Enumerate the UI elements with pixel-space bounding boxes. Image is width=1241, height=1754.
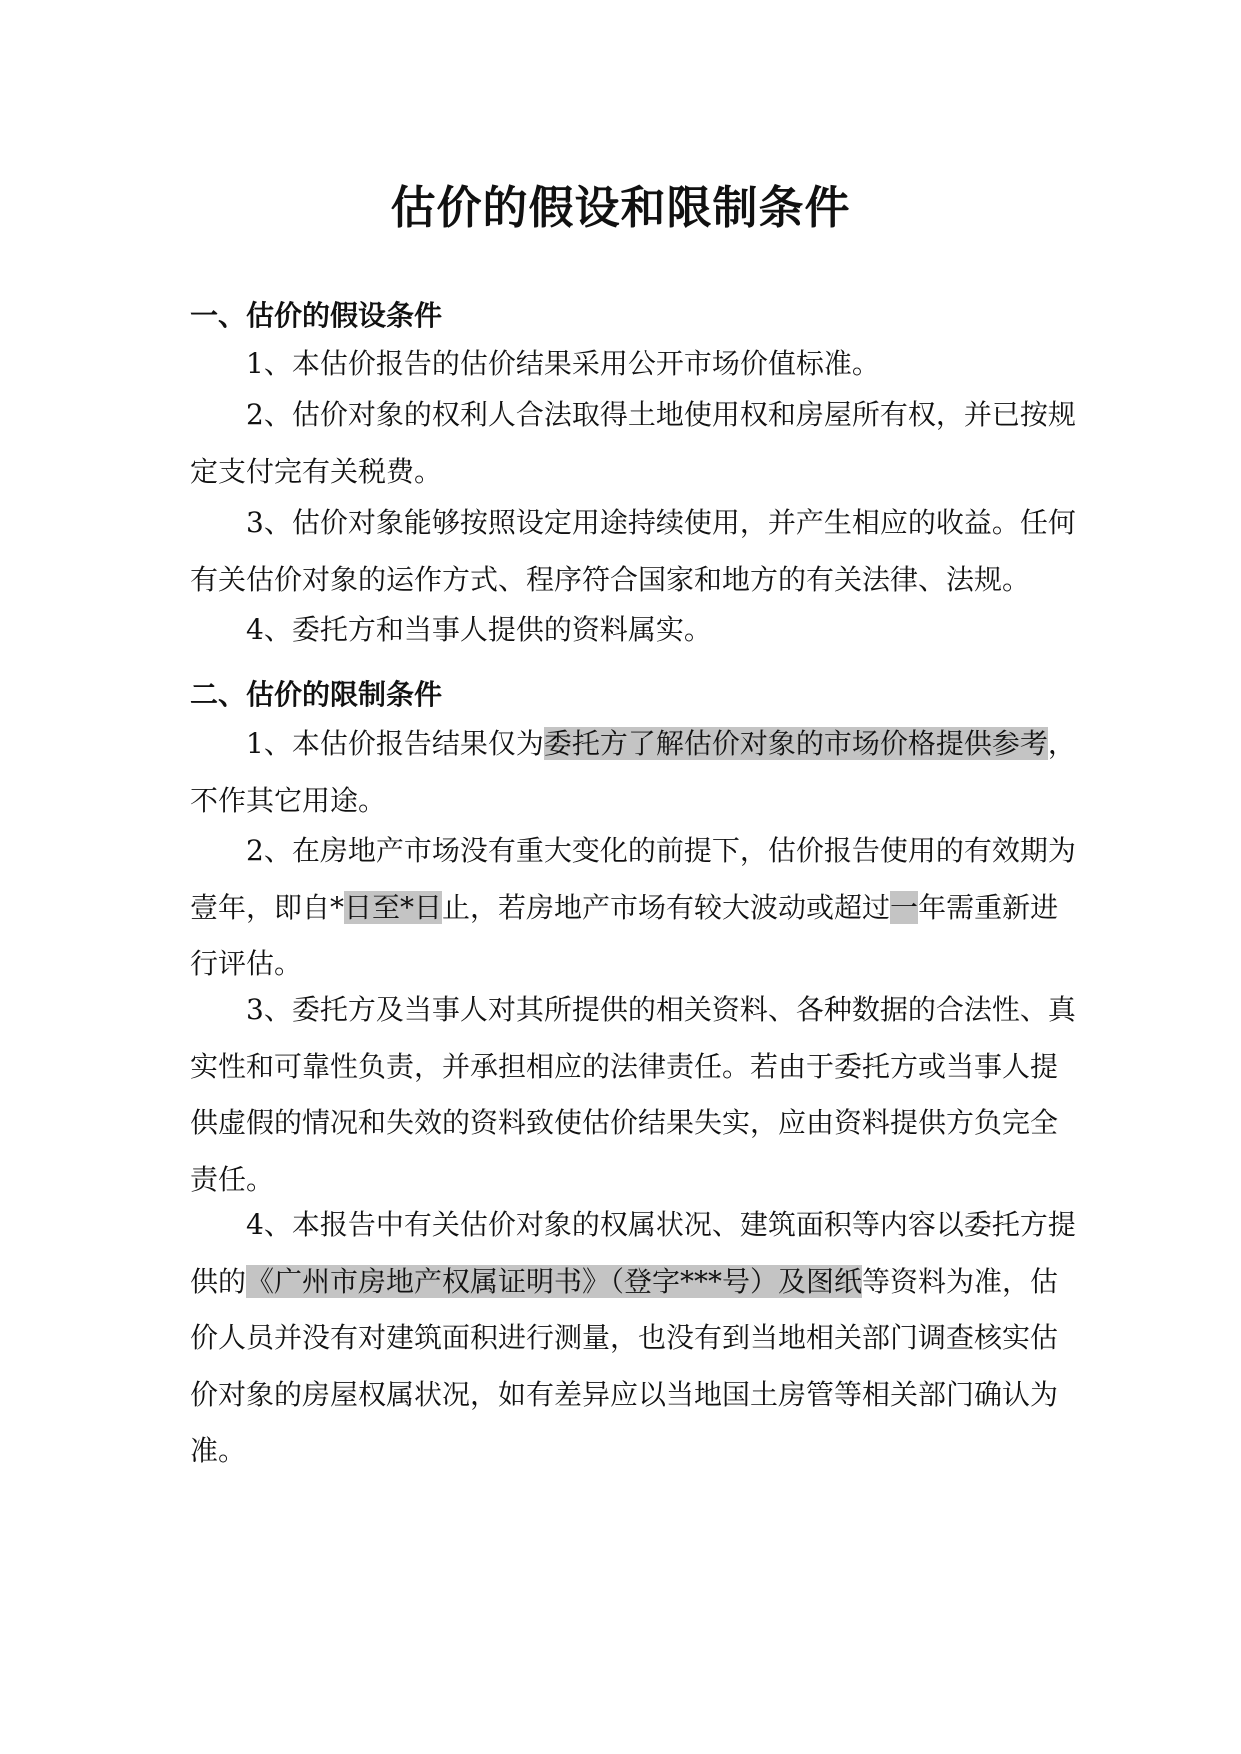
section-heading-assumptions: 一、估价的假设条件	[190, 299, 443, 332]
assumption-item-3	[190, 495, 1110, 608]
highlighted-text: 一	[890, 890, 919, 924]
paragraph-line: 3、估价对象能够按照设定用途持续使用，并产生相应的收益。任何	[246, 506, 1076, 539]
paragraph-line: 供虚假的情况和失效的资料致使估价结果失实，应由资料提供方负完全	[190, 1106, 1059, 1139]
paragraph-line: 不作其它用途。	[190, 783, 387, 817]
limitation-item-3	[190, 982, 1110, 1208]
text-run: ，	[1047, 727, 1076, 760]
limitation-item-2	[190, 823, 1110, 993]
paragraph-line: 行评估。	[190, 947, 303, 980]
highlighted-text: 日至*日	[344, 890, 443, 924]
text-run: 供的	[190, 1264, 247, 1298]
highlighted-text: 委托方了解估价对象的市场价格提供参考	[543, 727, 1048, 760]
page-title: 估价的假设和限制条件	[390, 181, 851, 234]
paragraph-line: 价人员并没有对建筑面积进行测量，也没有到当地相关部门调查核实估	[190, 1321, 1059, 1354]
paragraph-line: 4、本报告中有关估价对象的权属状况、建筑面积等内容以委托方提	[246, 1208, 1076, 1241]
paragraph-line: 2、在房地产市场没有重大变化的前提下，估价报告使用的有效期为	[246, 834, 1076, 867]
paragraph-line: 价对象的房屋权属状况，如有差异应以当地国土房管等相关部门确认为	[190, 1377, 1059, 1411]
text-run: 止，若房地产市场有较大波动或超过	[442, 890, 891, 924]
paragraph-line: 4、委托方和当事人提供的资料属实。	[246, 613, 712, 646]
section-heading-limitations: 二、估价的限制条件	[190, 678, 443, 711]
text-run: 壹年，即自*	[190, 890, 345, 924]
paragraph-line: 实性和可靠性负责，并承担相应的法律责任。若由于委托方或当事人提	[190, 1049, 1059, 1083]
paragraph-line: 定支付完有关税费。	[190, 454, 443, 488]
text-run: 1、本估价报告结果仅为	[246, 727, 544, 760]
text-run: 年需重新进	[918, 890, 1059, 924]
limitation-item-1	[190, 716, 1110, 829]
paragraph-line: 有关估价对象的运作方式、程序符合国家和地方的有关法律、法规。	[190, 562, 1031, 596]
limitation-item-4	[190, 1197, 1110, 1480]
paragraph-line: 准。	[190, 1434, 247, 1467]
paragraph-line	[190, 1254, 1110, 1311]
paragraph-line	[190, 880, 1110, 937]
paragraph-line: 1、本估价报告的估价结果采用公开市场价值标准。	[246, 347, 880, 380]
assumption-item-1	[190, 336, 1110, 393]
paragraph-line: 3、委托方及当事人对其所提供的相关资料、各种数据的合法性、真	[246, 993, 1076, 1026]
highlighted-text: 《广州市房地产权属证明书》（登字***号）及图纸	[246, 1264, 863, 1298]
paragraph-line	[190, 716, 1110, 773]
assumption-item-4	[190, 602, 1110, 659]
paragraph-line: 2、估价对象的权利人合法取得土地使用权和房屋所有权，并已按规	[246, 398, 1076, 431]
text-run: 等资料为准，估	[862, 1264, 1059, 1298]
assumption-item-2	[190, 387, 1110, 500]
paragraph-line: 责任。	[190, 1162, 275, 1196]
